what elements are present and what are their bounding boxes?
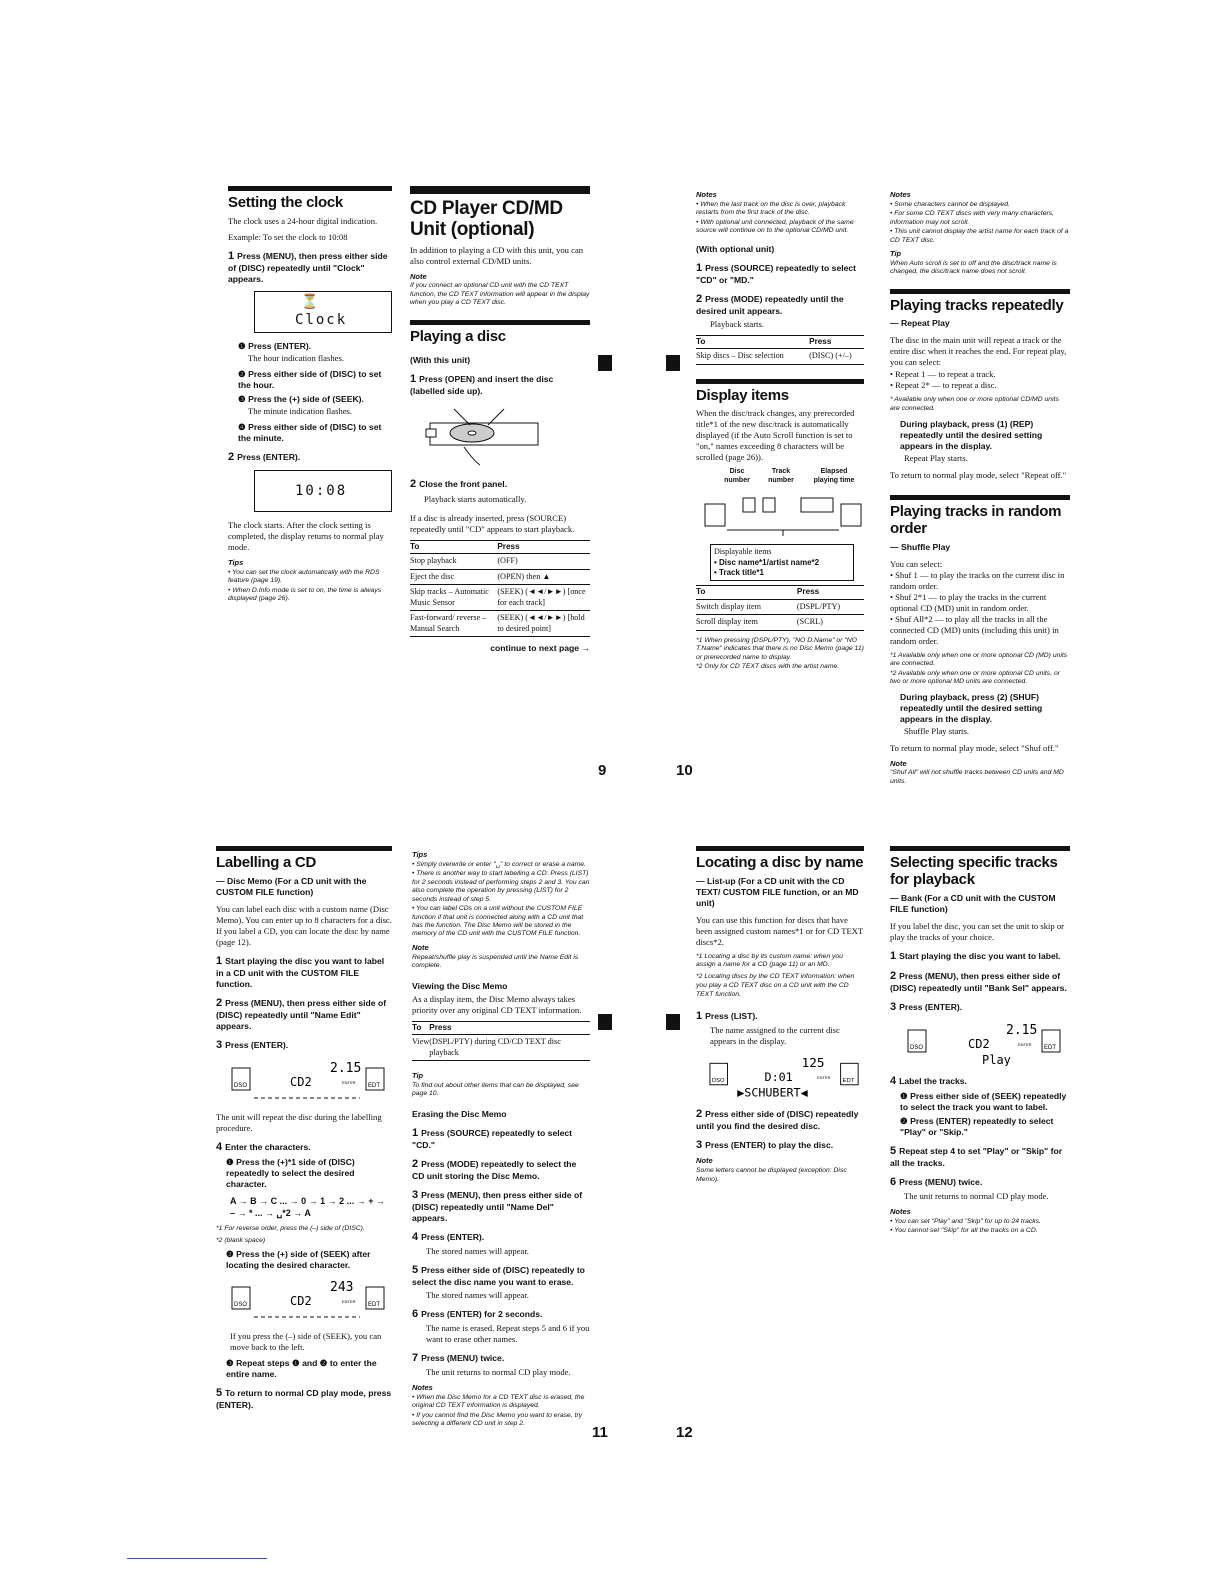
edt-label: EDT [368,1083,380,1090]
section-subtitle: — List-up (For a CD unit with the CD TEXT/ CUSTOM FILE function, or an MD unit) [696,875,859,908]
lcd-text: Clock [295,311,348,328]
section-title: Selecting specific tracks for playback [890,854,1058,888]
column-disc-memo [412,846,590,1430]
step-2: 2 Press (MODE) repeatedly until the desired unit appears. [696,292,844,316]
label-elapsed-time: Elapsed playing time [813,468,855,485]
paragraph: If you label the disc, you can set the unit to skip or play the tracks of your choice. [890,920,1064,942]
lcd-mid-text: CD2 [290,1075,312,1090]
paragraph: As a display item, the Disc Memo always takes priority over any original CD TEXT information. [412,993,582,1015]
step-1: 1 Start playing the disc you want to label. [890,949,1061,962]
clock-icon: ⏳ [301,293,319,310]
controls-table [696,585,864,631]
step-6: 6 Press (MENU) twice. [890,1175,983,1188]
footer-rule [127,1558,267,1559]
paragraph: You can select: [890,558,943,569]
edt-label: EDT [1044,1044,1056,1051]
step-3: 3 Press (ENTER) to play the disc. [696,1139,834,1152]
section-rule [890,846,1070,851]
lcd-display-clock [254,291,392,333]
dso-label: DSO [234,1301,248,1308]
tip: • There is another way to start labelling a CD: Press (LIST) for 2 seconds instead of performing steps 2 and 3. You can also complete the operation by pressing (LIST) for 2 seconds instead of step 5. [412,870,590,903]
paragraph: If you press the (–) side of (SEEK), you can move back to the left. [230,1330,382,1352]
substep-a: ❶ Press either side of (SEEK) repeatedly to select the track you want to label. [900,1090,1067,1112]
paragraph: The unit will repeat the disc during the labelling procedure. [216,1112,382,1134]
lcd-panel-list [708,1053,864,1099]
lcd-bottom-text: Play [982,1052,1011,1066]
section-subtitle: — Repeat Play [890,318,950,329]
table-header: Press [797,586,864,600]
note: • When the Disc Memo for a CD TEXT disc is erased, the original CD TEXT information is displayed. [412,1393,585,1410]
paragraph: To return to normal play mode, select "Shuf off." [890,742,1059,753]
page-number: 10 [676,762,693,779]
lcd-top-text: 2.15 [330,1061,362,1077]
paragraph: The name is erased. Repeat steps 5 and 6 if you want to erase other names. [426,1323,590,1345]
dso-label: DSO [711,1078,725,1085]
substep-c: ❸ Press the (+) side of (SEEK). [238,393,364,404]
list-item: • Shuf All*2 — to play all the tracks in all the connected CD (MD) units (including this unit) in random order. [890,613,1059,646]
paragraph: The unit returns to normal CD play mode. [904,1191,1049,1202]
dso-label: DSO [234,1083,248,1090]
section-rule [890,289,1070,294]
section-subtitle: (With optional unit) [696,243,775,254]
tip: To find out about other items that can be displayed, see page 10. [412,1081,579,1098]
lcd-text: 10:08 [295,482,348,499]
label-disc-number: Disc number [724,468,750,485]
display-diagram [702,492,864,536]
paragraph: Playback starts. [710,318,764,329]
paragraph: The clock starts. After the clock setting is completed, the display returns to normal play mode. [228,519,384,552]
lcd-mid-text: CD2 [968,1036,990,1051]
continue-note: continue to next page → [490,643,590,654]
repeat-step: During playback, press (1) (REP) repeatedly until the desired setting appears in the display. [900,419,1043,452]
footnote: *1 For reverse order, press the (–) side of (DISC). [216,1225,365,1233]
section-title: Setting the clock [228,194,343,211]
edt-label: EDT [368,1301,380,1308]
note-heading: Note [890,758,907,768]
note: "Shuf All" will not shuffle tracks between CD units and MD units. [890,769,1064,785]
substep-b: ❷ Press the (+) side of (SEEK) after locating the desired character. [226,1248,371,1270]
footnote: *1 Locating a disc by its custom name: when you assign a name for a CD (page 11) or an MD. [696,952,843,969]
table-row: Skip discs – Disc selection (DISC) (+/–) [696,349,864,365]
dso-label: DSO [910,1044,924,1051]
lcd-mid-text: D:01 [764,1070,793,1085]
table-row: Fast-forward/ reverse – Manual Search (SEEK) (◄◄/►►) [hold to desired point] [410,611,590,637]
substep-c: ❸ Repeat steps ❶ and ❷ to enter the entire name. [226,1357,377,1379]
enter-label: ENTER [342,1080,356,1086]
step-3: 3 Press (ENTER). [890,1000,963,1013]
list-item: • Repeat 2* — to repeat a disc. [890,380,997,391]
paragraph: The hour indication flashes. [248,352,344,363]
column-repeat-shuffle [890,186,1070,787]
enter-label: ENTER [817,1075,831,1081]
note: • With optional unit connected, playback of the same source will continue on to the optional CD/MD unit. [696,218,854,235]
section-subtitle: — Shuffle Play [890,541,951,552]
lcd-top-text: 125 [801,1055,825,1071]
lcd-panel-edit [228,1277,392,1323]
paragraph: The clock uses a 24-hour digital indication. [228,215,378,226]
step-2: 2 Press (MODE) repeatedly to select the CD unit storing the Disc Memo. [412,1157,577,1181]
column-locating-disc [696,846,864,1185]
step-3: 3 Press (ENTER). [216,1038,289,1051]
edt-label: EDT [842,1078,855,1085]
section-rule [216,846,392,851]
section-rule [410,186,590,194]
step-4: 4 Press (ENTER). [412,1230,485,1243]
note: • If you cannot find the Disc Memo you want to erase, try selecting a different CD unit in step 2. [412,1411,583,1428]
displayable-items-box: Displayable items • Disc name*1/artist name*2 • Track title*1 [710,544,854,581]
footnote: *2 Available only when one or more optional CD units, or two or more optional MD units are connected. [890,669,1061,686]
notes-heading: Notes [890,1207,911,1217]
page-tab-marker [598,1014,612,1030]
controls-table [412,1021,590,1062]
note: Repeat/shuffle play is suspended until the Name Edit is complete. [412,953,579,970]
step-4: 4 Label the tracks. [890,1074,967,1087]
paragraph: You can use this function for discs that have been assigned custom names*1 or for CD TEXT discs*2. [696,914,863,947]
lcd-display-time [254,470,392,512]
cd-insert-illustration [424,405,590,467]
paragraph: If a disc is already inserted, press (SOURCE) repeatedly until "CD" appears to start playback. [410,512,575,534]
chapter-title: CD Player CD/MD Unit (optional) [410,198,563,241]
section-title: Playing tracks repeatedly [890,296,1064,314]
section-rule [228,186,392,191]
step-1: 1 Press (SOURCE) repeatedly to select "CD." [412,1126,573,1150]
tips-heading: Tips [228,557,244,567]
enter-label: ENTER [1018,1041,1032,1047]
table-header: To [410,540,497,554]
note-heading: Note [410,271,427,281]
page-number: 12 [676,1424,693,1441]
controls-table [696,335,864,365]
tip-heading: Tip [412,1071,424,1081]
tip: When Auto scroll is set to off and the disc/track name is changed, the disc/track name does not scroll. [890,259,1057,276]
section-rule [410,320,590,325]
lcd-top-text: 2.15 [1006,1022,1038,1038]
step-3: 3 Press (MENU), then press either side of (DISC) repeatedly until "Name Del" appears. [412,1188,583,1223]
table-header: Press [809,335,864,349]
section-subtitle: — Disc Memo (For a CD unit with the CUSTOM FILE function) [216,875,367,897]
step-2: 2 Press either side of (DISC) repeatedly until you find the desired disc. [696,1108,859,1132]
controls-table [410,540,590,638]
shuffle-step: During playback, press (2) (SHUF) repeatedly until the desired setting appears in the display. [900,691,1043,724]
step-6: 6 Press (ENTER) for 2 seconds. [412,1307,543,1320]
label-track-number: Track number [768,468,794,485]
section-title: Playing a disc [410,327,506,345]
page-tab-marker [666,1014,680,1030]
tip-heading: Tip [890,249,902,259]
paragraph: The stored names will appear. [426,1245,529,1256]
note: Some letters cannot be displayed (exception: Disc Memo). [696,1167,847,1183]
column-bank [890,846,1070,1237]
footnote: *2 Locating discs by the CD TEXT information: when you play a CD TEXT disc on a CD unit with the CD TEXT function. [696,973,855,998]
section-title: Locating a disc by name [696,854,864,871]
section-rule [890,495,1070,500]
footnote: *2 Only for CD TEXT discs with the artist name. [696,663,840,671]
column-setting-clock [228,186,392,604]
substep-a: ❶ Press (ENTER). [238,340,312,351]
page-number: 9 [598,762,607,779]
tip: • You can label CDs on a unit without the CUSTOM FILE function if that unit is connected along with a CD unit that has the function. The Disc Memo will be stored in the memory of the CD unit with the CUSTOM FILE function. [412,905,584,938]
table-row: Eject the disc (OPEN) then ▲ [410,569,590,585]
tip: • When D.Info mode is set to on, the time is always displayed (page 26). [228,586,382,602]
tip: • Simply overwrite or enter "␣" to correct or erase a name. [412,860,586,868]
paragraph: You can label each disc with a custom name (Disc Memo). You can enter up to 8 characters for a disc. If you label a CD, you can locate the disc by name (page 12). [216,903,392,947]
footnote: *2 (blank space) [216,1236,266,1244]
lcd-top-text: 243 [330,1279,354,1295]
step-1: 1 Press (SOURCE) repeatedly to select "CD" or "MD." [696,261,857,285]
substep-d: ❹ Press either side of (DISC) to set the minute. [238,421,382,443]
step-2: 2 Press (MENU), then press either side of (DISC) repeatedly until "Name Edit" appears. [216,996,387,1031]
step-2: 2 Press (MENU), then press either side of (DISC) repeatedly until "Bank Sel" appears. [890,969,1067,993]
notes-heading: Notes [412,1383,433,1393]
list-item: • Shuf 2*1 — to play the tracks in the current optional CD (MD) unit in random order. [890,591,1047,613]
paragraph: The minute indication flashes. [248,405,353,416]
step-5: 5 Press either side of (DISC) repeatedly to select the disc name you want to erase. [412,1263,585,1287]
note: • You can set "Play" and "Skip" for up to 24 tracks. [890,1217,1041,1225]
step-4: 4 Enter the characters. [216,1141,311,1154]
step-7: 7 Press (MENU) twice. [412,1352,505,1365]
list-item: • Shuf 1 — to play the tracks on the current disc in random order. [890,569,1065,591]
paragraph: Shuffle Play starts. [904,725,970,736]
paragraph: The disc in the main unit will repeat a track or the entire disc when it reaches the end. For repeat play, you can select: [890,335,1067,368]
notes-heading: Notes [696,190,717,199]
table-header: Press [429,1021,590,1035]
note-heading: Note [412,942,429,952]
section-subtitle: — Bank (For a CD unit with the CUSTOM FILE function) [890,892,1056,914]
note: • When the last track on the disc is over, playback restarts from the first track of the disc. [696,200,846,217]
step-2: 2 Press (ENTER). [228,450,301,463]
table-header: Press [497,540,590,554]
tip: • You can set the clock automatically with the RDS feature (page 19). [228,568,380,585]
page-tab-marker [598,355,612,371]
paragraph: In addition to playing a CD with this unit, you can also control external CD/MD units. [410,244,584,266]
step-1: 1 Start playing the disc you want to label in a CD unit with the CUSTOM FILE function. [216,954,385,989]
paragraph: Example: To set the clock to 10:08 [228,231,348,242]
footnote: *1 When pressing (DSPL/PTY), "NO D.Name" or "NO T.Name" indicates that there is no Disc Memo (page 11) or prerecorded name to display. [696,636,864,661]
step-5: 5 Repeat step 4 to set "Play" or "Skip" for all the tracks. [890,1144,1063,1168]
column-display-items [696,186,864,673]
notes-heading: Notes [890,190,911,199]
table-header: To [696,335,809,349]
step-1: 1 Press (OPEN) and insert the disc (labelled side up). [410,373,554,397]
lcd-panel-edit [228,1058,392,1104]
character-sequence: A → B → C ... → 0 → 1 → 2 ... → + → – → * ... → ␣*2 → A [230,1196,385,1218]
note: • For some CD TEXT discs with very many characters, information may not scroll. [890,210,1055,226]
section-subtitle: (With this unit) [410,355,471,366]
table-row: View (DSPL/PTY) during CD/CD TEXT disc playback [412,1035,590,1061]
section-title: Labelling a CD [216,854,316,871]
list-item: • Repeat 1 — to repeat a track. [890,369,996,380]
paragraph: The name assigned to the current disc appears in the display. [710,1025,840,1047]
paragraph: When the disc/track changes, any prerecorded title*1 of the new disc/track is automatically displayed (if the Auto Scroll function is set to "on," names exceeding 8 characters will be scrolled (page 26)). [696,408,855,463]
enter-label: ENTER [342,1298,356,1304]
section-title: Playing tracks in random order [890,503,1062,538]
table-row: Skip tracks – Automatic Music Sensor (SEEK) (◄◄/►►) [once for each track] [410,585,590,611]
step-1: 1 Press (MENU), then press either side of (DISC) repeatedly until "Clock" appears. [228,249,388,284]
section-title: Display items [696,386,789,404]
section-rule [696,379,864,384]
substep-b: ❷ Press either side of (DISC) to set the hour. [238,368,382,390]
lcd-mid-text: CD2 [290,1293,312,1308]
step-1: 1 Press (LIST). [696,1010,758,1023]
paragraph: Playback starts automatically. [424,493,527,504]
note: • This unit cannot display the artist name for each track of a CD TEXT disc. [890,228,1069,244]
table-row: Scroll display item (SCRL) [696,615,864,631]
column-labelling-cd [216,846,392,1413]
footnote: *1 Available only when one or more optional CD (MD) units are connected. [890,651,1068,668]
display-diagram-labels [716,468,864,486]
step-2: 2 Close the front panel. [410,478,507,491]
note: • Some characters cannot be displayed. [890,200,1010,208]
step-5: 5 To return to normal CD play mode, press (ENTER). [216,1386,392,1410]
footnote: * Available only when one or more optional CD/MD units are connected. [890,396,1059,412]
subsection-title: Erasing the Disc Memo [412,1108,507,1119]
substep-b: ❷ Press (ENTER) repeatedly to select "Play" or "Skip." [900,1115,1054,1137]
paragraph: The unit returns to normal CD play mode. [426,1367,571,1378]
table-row: Stop playback (OFF) [410,554,590,570]
table-header: To [696,586,797,600]
table-header: To [412,1021,429,1035]
table-row: Switch display item (DSPL/PTY) [696,599,864,615]
note: • You cannot set "Skip" for all the tracks on a CD. [890,1227,1038,1235]
column-cd-player [410,186,590,654]
substep-a: ❶ Press the (+)*1 side of (DISC) repeatedly to select the desired character. [226,1157,355,1190]
tips-heading: Tips [412,850,428,859]
section-rule [696,846,864,851]
subsection-title: Viewing the Disc Memo [412,980,508,991]
lcd-panel-bank [902,1020,1070,1066]
note-heading: Note [696,1156,713,1166]
page-tab-marker [666,355,680,371]
lcd-bottom-text: ▶SCHUBERT◀ [737,1085,808,1100]
paragraph: The stored names will appear. [426,1289,529,1300]
paragraph: To return to normal play mode, select "Repeat off." [890,470,1067,481]
page-number: 11 [592,1424,608,1441]
paragraph: Repeat Play starts. [904,453,968,464]
note: If you connect an optional CD unit with the CD TEXT function, the CD TEXT information will appear in the display when you play a CD TEXT disc. [410,282,590,307]
